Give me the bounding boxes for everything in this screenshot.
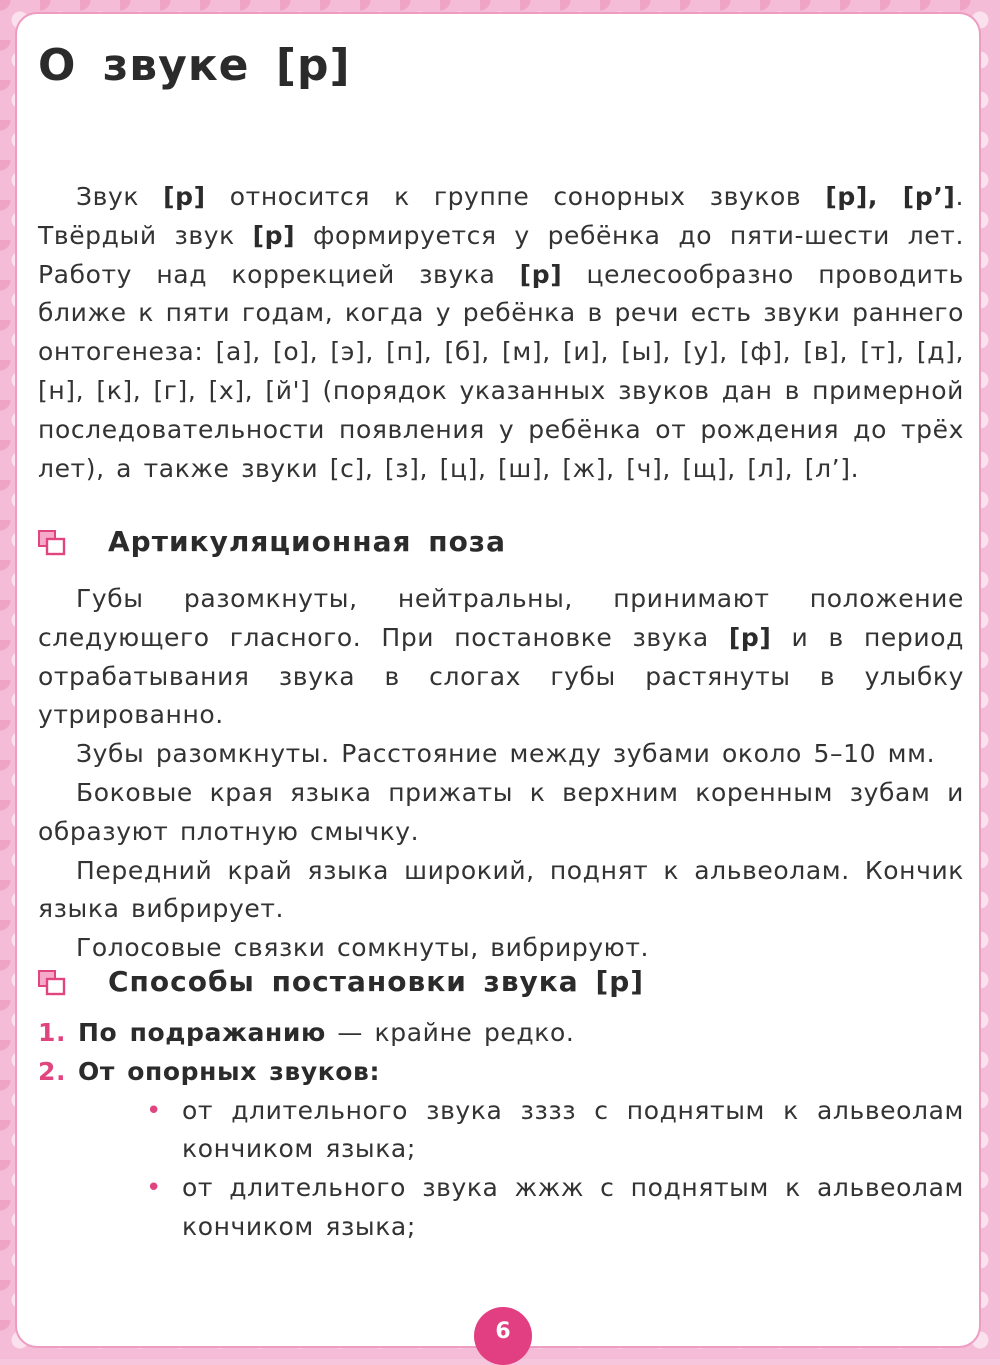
sound-label: [р] [728,622,772,652]
articulation-paragraph: Передний край языка широкий, поднят к альвеолам. Кончик языка вибрирует. [38,855,964,924]
item-bold: От опорных звуков: [78,1056,381,1086]
list-item [38,1092,964,1170]
bullet-dot-icon: • [146,1173,162,1204]
numbered-item [38,1053,964,1092]
item-bold: По подражанию [78,1018,326,1047]
articulation-paragraph [38,580,964,735]
bullet-list [38,1092,964,1247]
section-title: Способы постановки звука [р] [108,965,645,998]
bullet-text: от длительного звука жжж с поднятым к альвеолам кончиком языка; [182,1173,964,1241]
section-header-methods [38,962,964,1002]
item-number: 2. [38,1056,67,1086]
page-number-badge: 6 [474,1307,532,1365]
articulation-paragraph: Боковые края языка прижаты к верхним коренным зубам и образуют плотную смычку. [38,777,964,846]
page-title: О звуке [р] [38,40,351,91]
section-bookmark-icon [38,530,66,556]
intro-text-3: . Твёрдый звук [38,182,964,250]
sound-label: [р] [252,220,296,250]
bullet-dot-icon: • [146,1095,162,1126]
text: Губы разомкнуты, нейтральны, принимают положение следующего гласного. При постановке звука [38,584,964,652]
intro-text-4: формируется у ребёнка до пяти-шести лет. Работу над коррекцией звука [38,220,964,289]
articulation-paragraph: Зубы разомкнуты. Расстояние между зубами около 5–10 мм. [76,739,936,769]
methods-list [38,1014,964,1247]
intro-paragraph [38,178,964,488]
section-header-articulation [38,522,964,562]
numbered-item [38,1014,964,1053]
sound-label: [р], [р’] [825,182,956,211]
articulation-paragraph: Голосовые связки сомкнуты, вибрируют. [76,933,650,963]
intro-text-2: относится к группе сонорных звуков [205,182,826,211]
intro-text-1: Звук [76,182,164,211]
sound-label: [р] [163,182,206,211]
bullet-text: от длительного звука зззз с поднятым к альвеолам кончиком языка; [182,1095,964,1164]
articulation-text [38,580,964,968]
sound-label: [р] [519,259,563,289]
text: и в период отрабатывания звука в слогах губы растянуты в улыбку утрированно. [38,622,964,730]
item-rest: — крайне редко. [325,1018,575,1047]
section-bookmark-icon [38,970,66,996]
item-text [78,1014,574,1053]
item-number: 1. [38,1018,67,1047]
intro-text-5: целесообразно проводить ближе к пяти годам, когда у ребёнка в речи есть звуки раннего онтогенеза: [а], [о], [э], [п], [б], [м], [и], [ы], [у], [ф], [в], [т], [д], [н], [к], [г], [х], [й'] (порядок указанных звуков дан в примерной последовательности появления у ребёнка от рождения до трёх лет), а также звуки [с], [з], [ц], [ш], [ж], [ч], [щ], [л], [л’]. [38,259,964,483]
item-text [78,1053,380,1092]
list-item [38,1169,964,1247]
section-title: Артикуляционная поза [108,525,506,558]
